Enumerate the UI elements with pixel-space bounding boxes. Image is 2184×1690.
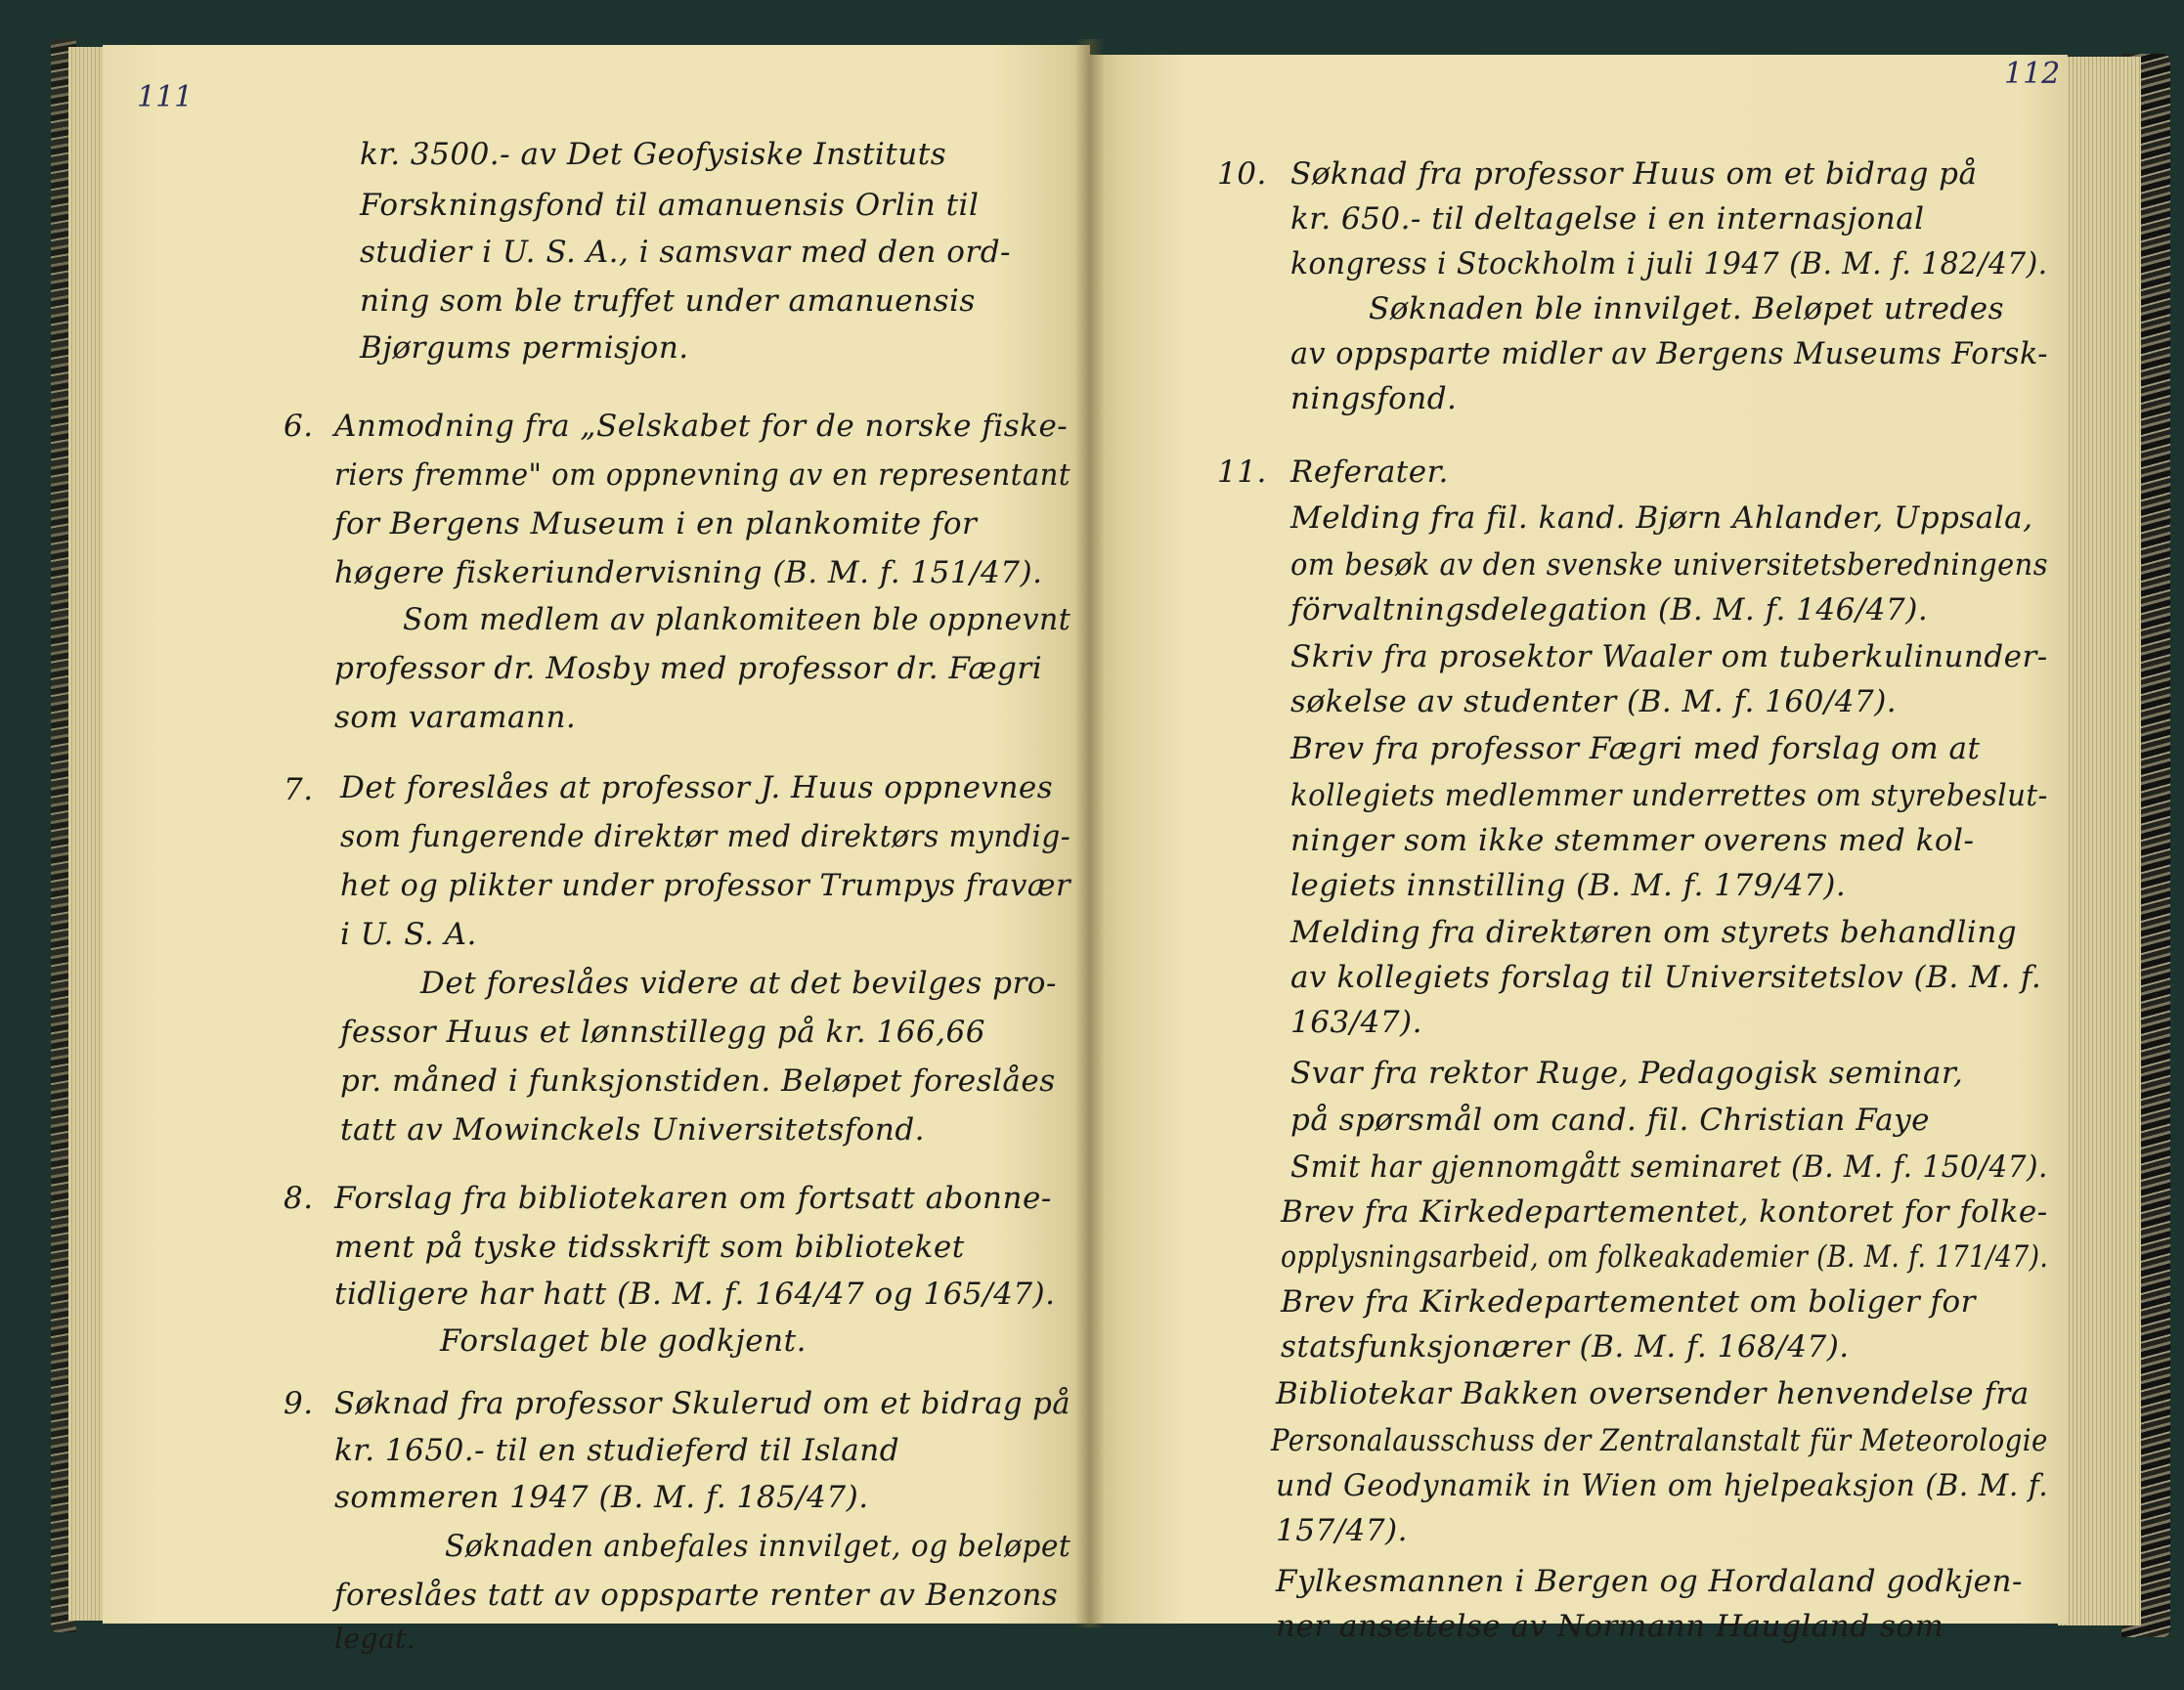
text-line: riers fremme" om oppnevning av en representant <box>334 457 1071 493</box>
text-line: und Geodynamik in Wien om hjelpeaksjon (B. M. f. <box>1276 1468 2049 1503</box>
text-line: Fylkesmannen i Bergen og Hordaland godkjen- <box>1276 1564 2023 1599</box>
text-line: Brev fra professor Fægri med forslag om at <box>1290 731 1981 766</box>
text-line: kr. 3500.- av Det Geofysiske Instituts <box>360 137 947 172</box>
text-line: av oppsparte midler av Bergens Museums Forsk- <box>1290 336 2048 371</box>
text-line: ninger som ikke stemmer overens med kol- <box>1290 823 1975 858</box>
right-page-stack <box>2058 57 2141 1625</box>
text-line: Det foreslåes at professor J. Huus oppnevnes <box>340 770 1054 805</box>
text-line: professor dr. Mosby med professor dr. Fægri <box>334 651 1043 686</box>
text-line: Søknad fra professor Huus om et bidrag på <box>1290 156 1978 192</box>
text-line: Brev fra Kirkedepartementet, kontoret for folke- <box>1281 1194 2048 1230</box>
text-line: pr. måned i funksjonstiden. Beløpet foreslåes <box>340 1063 1056 1099</box>
left-page-number: 111 <box>137 80 194 114</box>
text-line: sommeren 1947 (B. M. f. 185/47). <box>334 1480 869 1515</box>
text-line: Det foreslåes videre at det bevilges pro- <box>420 966 1057 1001</box>
text-line: ning som ble truffet under amanuensis <box>360 283 976 319</box>
text-line: om besøk av den svenske universitetsberedningens <box>1290 547 2048 583</box>
text-line: fessor Huus et lønnstillegg på kr. 166,66 <box>340 1015 985 1050</box>
text-line: som varamann. <box>334 700 577 735</box>
text-line: förvaltningsdelegation (B. M. f. 146/47). <box>1290 592 1929 628</box>
item-number: 7. <box>284 772 314 807</box>
text-line: Bjørgums permisjon. <box>360 330 689 366</box>
text-line: legat. <box>334 1623 416 1655</box>
left-page-stack <box>68 47 108 1621</box>
text-line: Brev fra Kirkedepartementet om boliger for <box>1281 1284 1976 1320</box>
text-line: 163/47). <box>1290 1005 1423 1040</box>
text-line: Bibliotekar Bakken oversender henvendelse fra <box>1276 1376 2030 1411</box>
text-line: i U. S. A. <box>340 917 477 952</box>
text-line: kr. 1650.- til en studieferd til Island <box>334 1433 900 1468</box>
text-line: het og plikter under professor Trumpys fravær <box>340 868 1071 903</box>
text-line: legiets innstilling (B. M. f. 179/47). <box>1290 868 1847 903</box>
text-line: Anmodning fra „Selskabet for de norske fiske- <box>334 409 1069 444</box>
text-line: studier i U. S. A., i samsvar med den ord- <box>360 235 1012 270</box>
text-line: av kollegiets forslag til Universitetslov (B. M. f. <box>1290 960 2042 995</box>
text-line: kr. 650.- til deltagelse i en internasjonal <box>1290 201 1925 237</box>
text-line: Søknaden anbefales innvilget, og beløpet <box>445 1529 1071 1564</box>
text-line: på spørsmål om cand. fil. Christian Faye <box>1290 1103 1931 1138</box>
text-line: tatt av Mowinckels Universitetsfond. <box>340 1112 926 1148</box>
text-line: Melding fra fil. kand. Bjørn Ahlander, Uppsala, <box>1290 500 2033 536</box>
item-number: 10. <box>1217 156 1267 192</box>
text-line: Forslag fra bibliotekaren om fortsatt abonne- <box>334 1181 1052 1216</box>
text-line: som fungerende direktør med direktørs myndig- <box>340 819 1071 854</box>
text-line: kongress i Stockholm i juli 1947 (B. M. f. 182/47). <box>1290 246 2048 282</box>
right-page-number: 112 <box>2004 57 2061 91</box>
text-line: tidligere har hatt (B. M. f. 164/47 og 165/47). <box>334 1277 1056 1312</box>
item-number: 11. <box>1217 455 1267 490</box>
text-line: opplysningsarbeid, om folkeakademier (B. M. f. 171/47). <box>1281 1239 2049 1275</box>
text-line: for Bergens Museum i en plankomite for <box>334 506 978 542</box>
text-line: Referater. <box>1290 455 1449 490</box>
text-line: Søknaden ble innvilget. Beløpet utredes <box>1369 291 2005 326</box>
text-line: Svar fra rektor Ruge, Pedagogisk seminar, <box>1290 1056 1964 1091</box>
text-line: foreslåes tatt av oppsparte renter av Benzons <box>334 1578 1059 1613</box>
text-line: statsfunksjonærer (B. M. f. 168/47). <box>1281 1329 1850 1365</box>
text-line: ningsfond. <box>1290 381 1458 416</box>
text-line: ment på tyske tidsskrift som biblioteket <box>334 1230 965 1265</box>
text-line: Som medlem av plankomiteen ble oppnevnt <box>403 602 1071 637</box>
text-line: Personalausschuss der Zentralanstalt für Meteorologie <box>1271 1423 2048 1458</box>
text-line: Skriv fra prosektor Waaler om tuberkulinunder- <box>1290 639 2048 674</box>
book-gutter <box>1075 39 1105 1627</box>
text-line: søkelse av studenter (B. M. f. 160/47). <box>1290 684 1898 719</box>
text-line: ner ansettelse av Normann Haugland som <box>1276 1609 1944 1644</box>
text-line: Melding fra direktøren om styrets behandling <box>1290 915 2018 950</box>
item-number: 6. <box>284 409 314 444</box>
text-line: Søknad fra professor Skulerud om et bidrag på <box>334 1386 1071 1421</box>
item-number: 8. <box>284 1181 314 1216</box>
text-line: Smit har gjennomgått seminaret (B. M. f. 150/47). <box>1290 1149 2048 1185</box>
item-number: 9. <box>284 1386 314 1421</box>
text-line: 157/47). <box>1276 1513 1409 1548</box>
text-line: Forskningsfond til amanuensis Orlin til <box>360 188 980 223</box>
text-line: Forslaget ble godkjent. <box>440 1323 807 1359</box>
text-line: kollegiets medlemmer underrettes om styrebeslut- <box>1290 778 2048 813</box>
text-line: høgere fiskeriundervisning (B. M. f. 151/47). <box>334 555 1043 590</box>
